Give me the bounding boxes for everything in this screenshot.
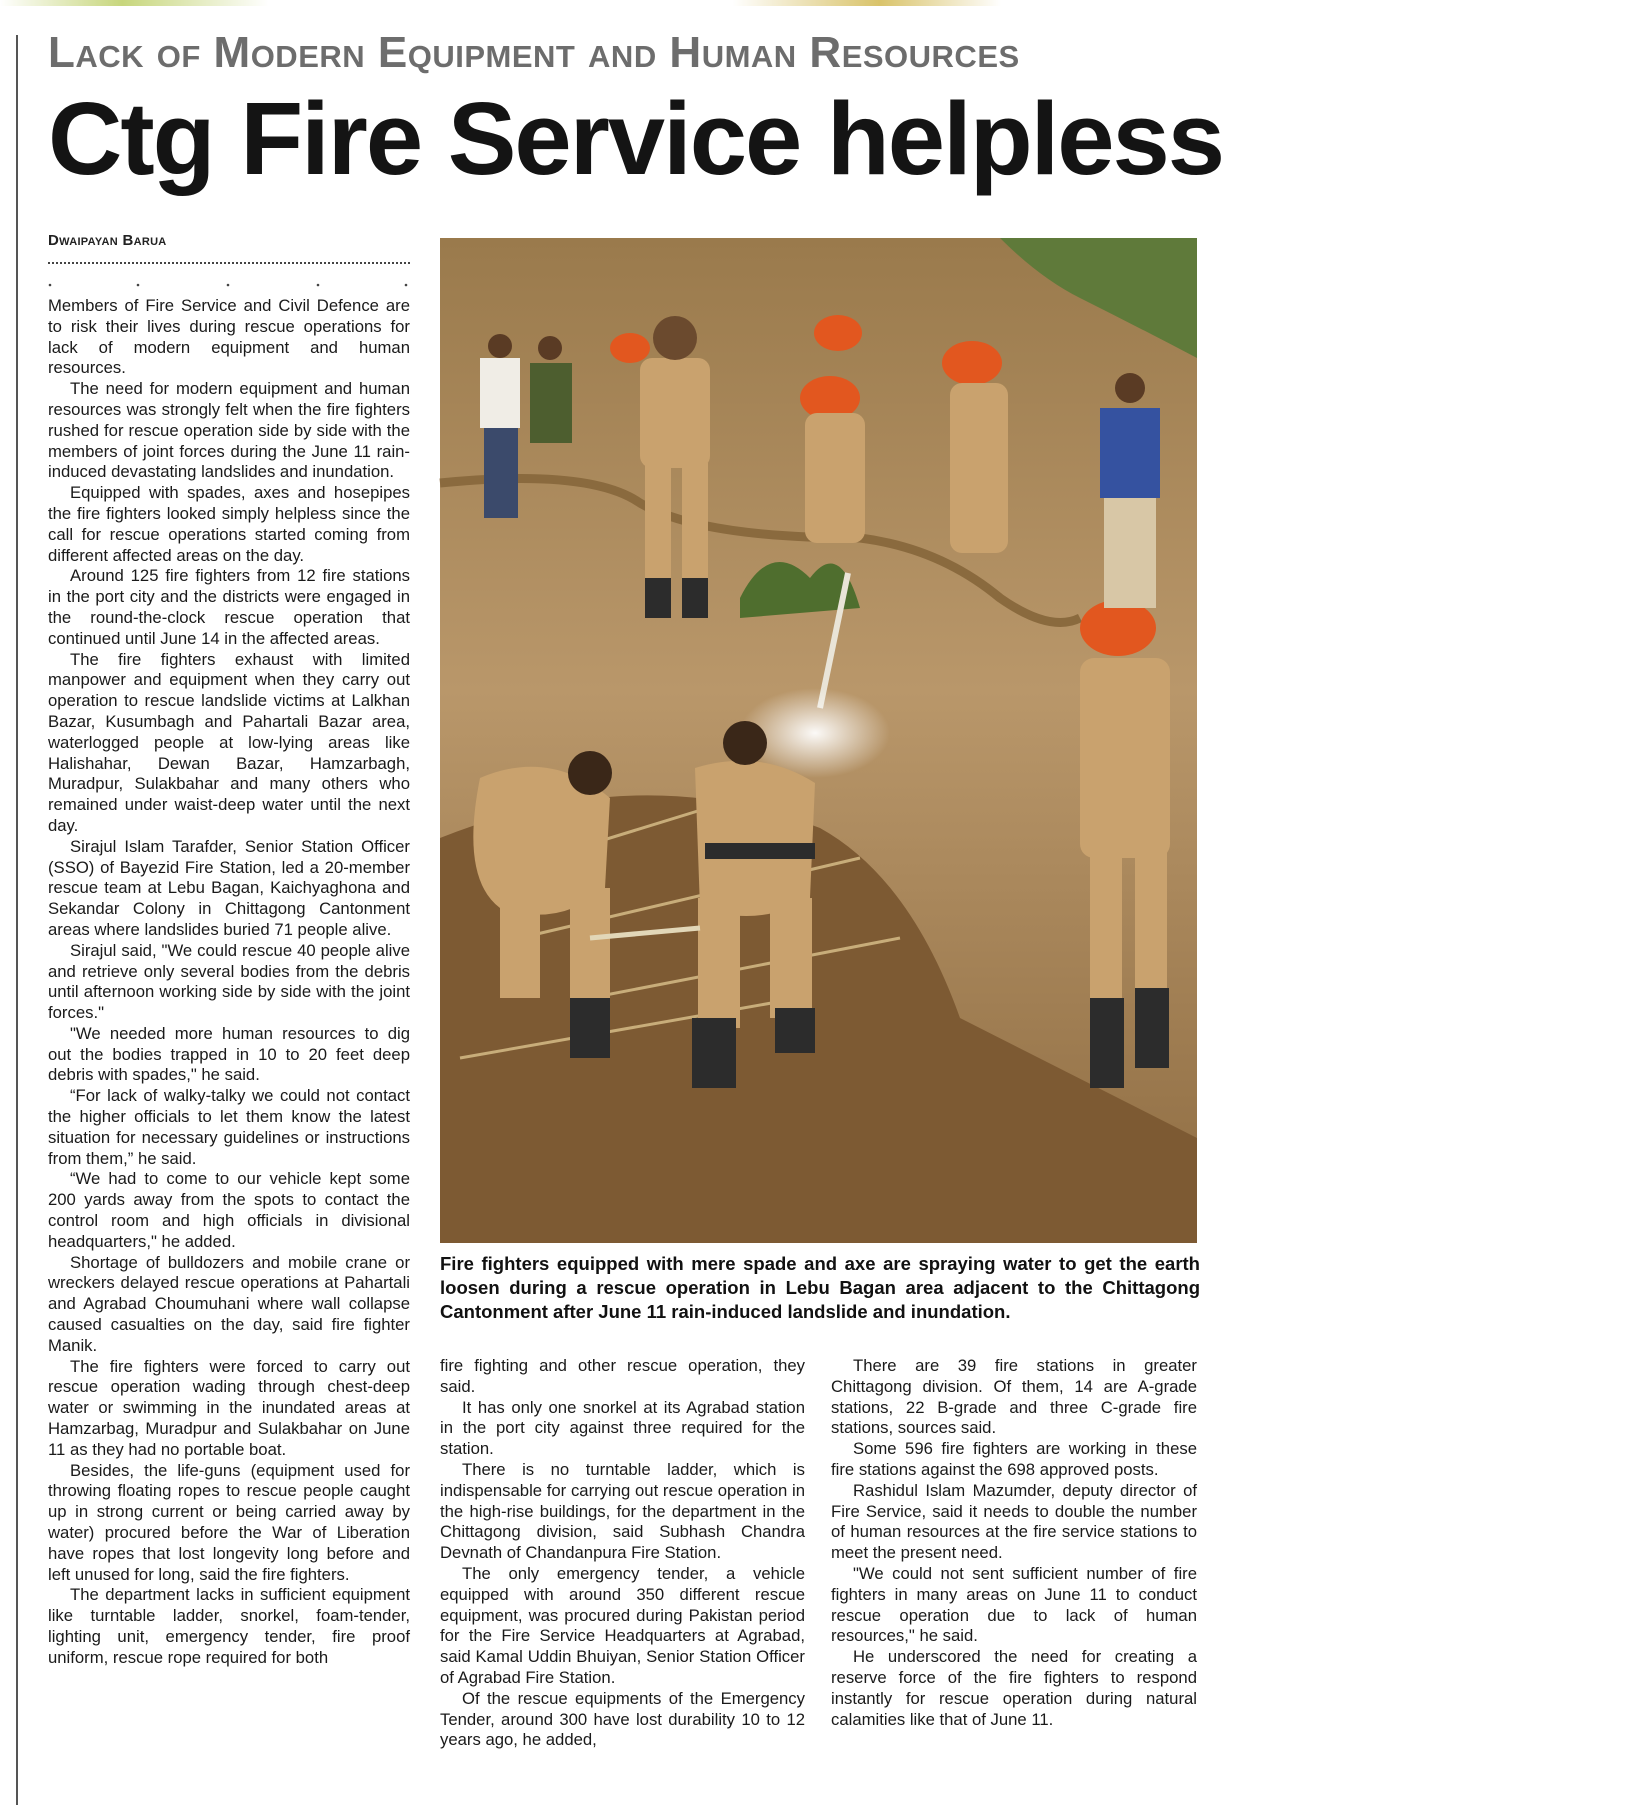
paragraph: The fire fighters were forced to carry out rescue operation wading through chest-deep water or swimming in the inundated areas at Hamzarbag, Muradpur and Sulakbahar on June 11 as they had no portable boat.	[48, 1356, 410, 1459]
paragraph: The fire fighters exhaust with limited manpower and equipment when they carry out operation to rescue landslide victims at Lalkhan Bazar, Kusumbagh and Pahartali Bazar area, waterlogged people at low-lying areas like Halishahar, Dewan Bazar, Hamzarbagh, Muradpur, Sulakbahar and many others who remained under waist-deep water until the next day.	[48, 649, 410, 835]
article-column-left	[48, 296, 410, 1669]
paragraph: The only emergency tender, a vehicle equipped with around 350 different rescue equipment, was procured during Pakistan period for the Fire Service Headquarters at Agrabad, said Kamal Uddin Bhuiyan, Senior Station Officer of Agrabad Fire Station.	[440, 1563, 805, 1687]
paragraph: There are 39 fire stations in greater Chittagong division. Of them, 14 are A-grade stations, 22 B-grade and three C-grade fire stations, sources said.	[831, 1356, 1197, 1438]
byline-divider-sparse	[48, 284, 410, 286]
article-column-right	[831, 1356, 1197, 1730]
byline-divider	[48, 262, 410, 264]
paragraph: “For lack of walky-talky we could not contact the higher officials to let them know the latest situation for necessary guidelines or instructions from them,” he said.	[48, 1086, 410, 1168]
article-column-middle	[440, 1356, 805, 1751]
kicker-headline: Lack of Modern Equipment and Human Resources	[48, 28, 1020, 77]
left-column-rule	[16, 35, 18, 1805]
paragraph: He underscored the need for creating a reserve force of the fire fighters to respond instantly for rescue operation during natural calamities like that of June 11.	[831, 1647, 1197, 1729]
paragraph: Rashidul Islam Mazumder, deputy director of Fire Service, said it needs to double the number of human resources at the fire service stations to meet the present need.	[831, 1480, 1197, 1563]
rescue-scene-illustration	[440, 238, 1197, 1243]
paragraph: Of the rescue equipments of the Emergency Tender, around 300 have lost durability 10 to 12 years ago, he added,	[440, 1688, 805, 1750]
paragraph: Shortage of bulldozers and mobile crane or wreckers delayed rescue operations at Pahartali and Agrabad Choumuhani where wall collapse caused casualties on the day, said fire fighter Manik.	[48, 1252, 410, 1355]
paragraph: "We needed more human resources to dig out the bodies trapped in 10 to 20 feet deep debris with spades," he said.	[48, 1023, 410, 1085]
paragraph: “We had to come to our vehicle kept some 200 yards away from the spots to contact the control room and high officials in divisional headquarters," he added.	[48, 1169, 410, 1251]
paragraph: Besides, the life-guns (equipment used for throwing floating ropes to rescue people caught up in strong current or being carried away by water) procured before the War of Liberation have ropes that lost longevity long before and left unused for long, said the fire fighters.	[48, 1460, 410, 1584]
paragraph: Around 125 fire fighters from 12 fire stations in the port city and the districts were engaged in the round-the-clock rescue operation that continued until June 14 in the affected areas.	[48, 566, 410, 648]
paragraph: Members of Fire Service and Civil Defence are to risk their lives during rescue operations for lack of modern equipment and human resources.	[48, 296, 410, 378]
paragraph: "We could not sent sufficient number of fire fighters in many areas on June 11 to conduct rescue operation due to lack of human resources," he said.	[831, 1563, 1197, 1646]
byline: Dwaipayan Barua	[48, 232, 167, 249]
paragraph: fire fighting and other rescue operation, they said.	[440, 1356, 805, 1396]
paragraph: Some 596 fire fighters are working in these fire stations against the 698 approved posts.	[831, 1439, 1197, 1479]
paragraph: The need for modern equipment and human resources was strongly felt when the fire fighters rushed for rescue operation side by side with the members of joint forces during the June 11 rain-induced devastating landslides and inundation.	[48, 379, 410, 482]
paragraph: Sirajul said, "We could rescue 40 people alive and retrieve only several bodies from the debris until afternoon working side by side with the joint forces."	[48, 940, 410, 1023]
paragraph: It has only one snorkel at its Agrabad station in the port city against three required for the station.	[440, 1397, 805, 1459]
paragraph: The department lacks in sufficient equipment like turntable ladder, snorkel, foam-tender, lighting unit, emergency tender, fire proof uniform, rescue rope required for both	[48, 1585, 410, 1667]
main-headline: Ctg Fire Service helpless	[48, 81, 1224, 196]
photo-caption: Fire fighters equipped with mere spade and axe are spraying water to get the earth loosen during a rescue operation in Lebu Bagan area adjacent to the Chittagong Cantonment after June 11 rain-induced landslide and inundation.	[440, 1253, 1200, 1322]
paragraph: Sirajul Islam Tarafder, Senior Station Officer (SSO) of Bayezid Fire Station, led a 20-member rescue team at Lebu Bagan, Kaichyaghona and Sekandar Colony in Chittagong Cantonment areas where landslides buried 71 people alive.	[48, 836, 410, 939]
paragraph: Equipped with spades, axes and hosepipes the fire fighters looked simply helpless since the call for rescue operations started coming from different affected areas on the day.	[48, 483, 410, 565]
photo-credit: STAR PHOTO	[1624, 1337, 1636, 1418]
paragraph: There is no turntable ladder, which is indispensable for carrying out rescue operation in the high-rise buildings, for the department in the Chittagong division, said Subhash Chandra Devnath of Chandanpura Fire Station.	[440, 1459, 805, 1563]
top-color-band	[0, 0, 1221, 6]
